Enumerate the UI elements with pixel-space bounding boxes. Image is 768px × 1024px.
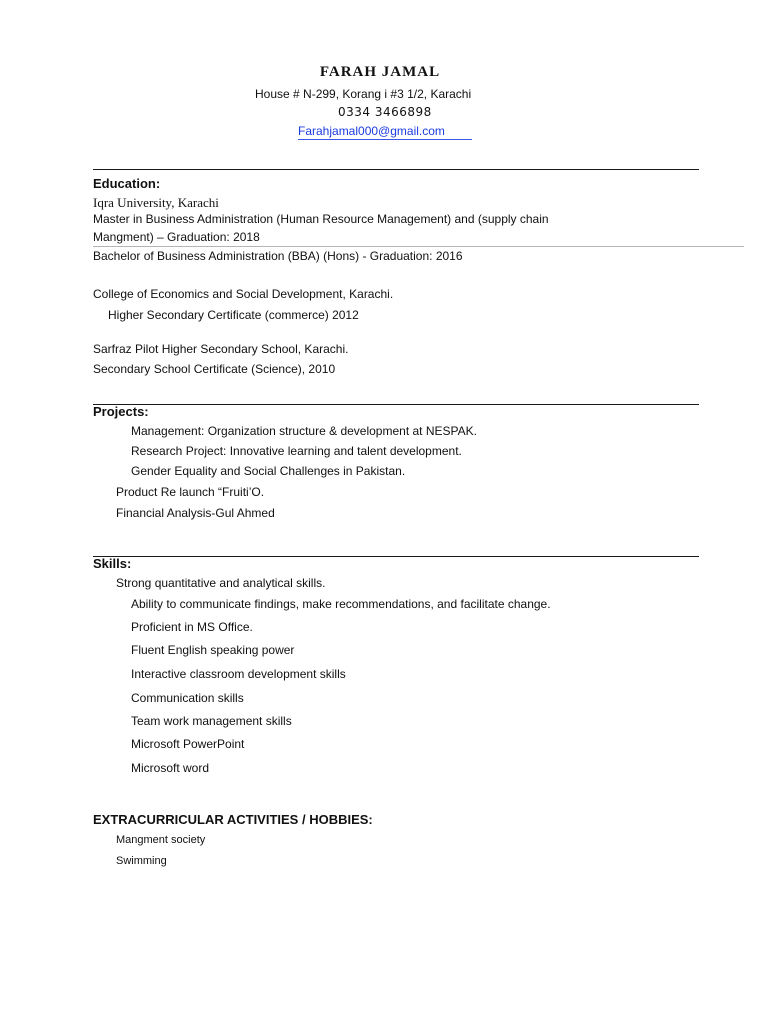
hobby-item: Swimming <box>116 855 167 867</box>
skill-item: Microsoft word <box>131 761 210 775</box>
skill-item: Team work management skills <box>131 714 292 728</box>
phone-number: 0334 3466898 <box>338 105 432 119</box>
education-item: College of Economics and Social Development, Karachi. <box>93 287 394 301</box>
address: House # N-299, Korang i #3 1/2, Karachi <box>255 87 472 101</box>
education-item: Iqra University, Karachi <box>93 195 219 210</box>
resume-name: FARAH JAMAL <box>319 64 441 80</box>
skills-heading: Skills: <box>93 556 132 571</box>
education-item: Sarfraz Pilot Higher Secondary School, Karachi. <box>93 342 349 356</box>
project-item: Management: Organization structure & development at NESPAK. <box>131 424 477 438</box>
education-item: Bachelor of Business Administration (BBA) (Hons) - Graduation: 2016 <box>93 249 463 263</box>
section-divider-skills <box>93 556 699 557</box>
section-divider-education <box>93 169 699 170</box>
email-link[interactable]: Farahjamal000@gmail.com <box>298 124 445 138</box>
skill-item: Ability to communicate findings, make recommendations, and facilitate change. <box>131 597 551 611</box>
section-divider-projects <box>93 404 699 405</box>
project-item: Research Project: Innovative learning and talent development. <box>131 444 462 458</box>
education-item: Master in Business Administration (Human Resource Management) and (supply chain <box>93 212 549 226</box>
project-item: Product Re launch “Fruiti’O. <box>116 485 265 499</box>
skill-item: Fluent English speaking power <box>131 643 295 657</box>
project-item: Financial Analysis-Gul Ahmed <box>116 506 275 520</box>
skill-item: Proficient in MS Office. <box>131 620 253 634</box>
skill-item: Microsoft PowerPoint <box>131 737 245 751</box>
skill-item: Strong quantitative and analytical skills. <box>116 576 326 590</box>
projects-heading: Projects: <box>93 404 149 419</box>
education-item: Secondary School Certificate (Science), 2010 <box>93 362 336 376</box>
education-item: Mangment) – Graduation: 2018 <box>93 230 260 244</box>
skill-item: Interactive classroom development skills <box>131 667 346 681</box>
hobby-item: Mangment society <box>116 834 206 846</box>
project-item: Gender Equality and Social Challenges in Pakistan. <box>131 464 406 478</box>
education-gray-divider <box>93 246 744 247</box>
email-underline <box>298 139 472 140</box>
education-heading: Education: <box>93 176 161 191</box>
skill-item: Communication skills <box>131 691 244 705</box>
extracurricular-heading: EXTRACURRICULAR ACTIVITIES / HOBBIES: <box>93 812 373 827</box>
education-item: Higher Secondary Certificate (commerce) 2012 <box>108 308 359 322</box>
